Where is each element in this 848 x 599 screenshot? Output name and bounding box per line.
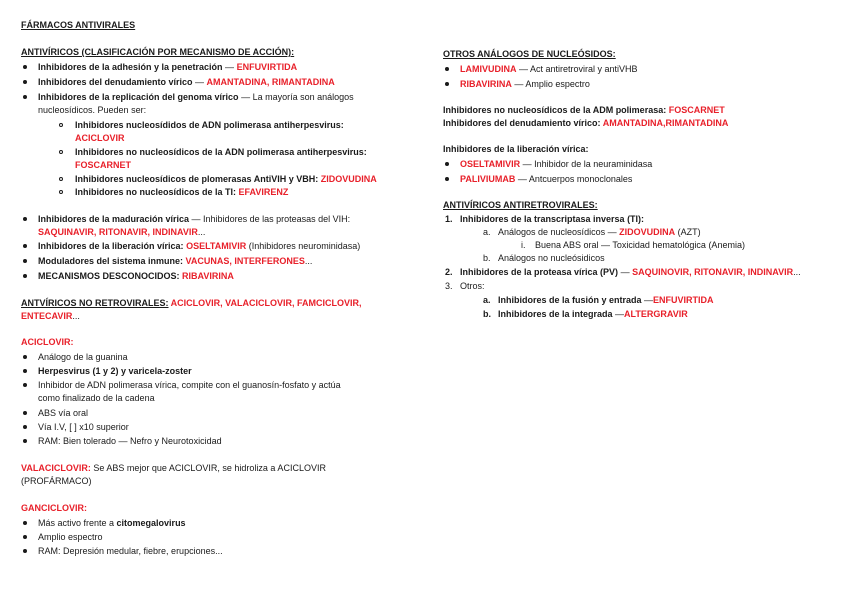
aciclovir-item: Herpesvirus (1 y 2) y varicela-zoster xyxy=(38,366,192,376)
ti-b-item: Análogos no nucleósidicos xyxy=(498,253,605,263)
denudamiento-item: Inhibidores del denudamiento vírico — AMANTADINA, RIMANTADINA xyxy=(38,77,335,87)
bullet xyxy=(445,177,449,181)
maduracion-item-cont: SAQUINAVIR, RITONAVIR, INDINAVIR... xyxy=(38,227,206,237)
paliviumab-item: PALIVIUMAB — Antcuerpos monoclonales xyxy=(460,174,633,184)
oseltamivir-item: OSELTAMIVIR — Inhibidor de la neuraminidasa xyxy=(460,159,653,169)
bullet xyxy=(23,521,27,525)
integrada-item: Inhibidores de la integrada —ALTERGRAVIR xyxy=(498,309,688,319)
lamivudina-item: LAMIVUDINA — Act antiretroviral y antiVHB xyxy=(460,64,638,74)
list-letter: a. xyxy=(483,295,491,305)
maduracion-item: Inhibidores de la maduración vírica — Inhibidores de las proteasas del VIH: xyxy=(38,214,351,224)
rep-sub2-label: Inhibidores no nucleosídicos de la ADN polimerasa antiherpesvirus: xyxy=(75,147,367,157)
aciclovir-item-cont: como finalizado de la cadena xyxy=(38,393,155,403)
list-number: 1. xyxy=(445,214,453,224)
bullet xyxy=(23,95,27,99)
list-letter: b. xyxy=(483,309,491,319)
bullet xyxy=(23,369,27,373)
bullet xyxy=(23,549,27,553)
rep-sub1-drug: ACICLOVIR xyxy=(75,133,125,143)
bullet xyxy=(445,82,449,86)
mechanism-heading: ANTIVÍRICOS (CLASIFICACIÓN POR MECANISMO DE ACCIÓN): xyxy=(21,47,295,57)
bullet xyxy=(23,274,27,278)
bullet xyxy=(23,217,27,221)
bullet xyxy=(23,259,27,263)
list-letter: a. xyxy=(483,227,491,237)
sub-bullet xyxy=(59,150,63,154)
moduladores-item: Moduladores del sistema inmune: VACUNAS, INTERFERONES... xyxy=(38,256,313,266)
denud-line: Inhibidores del denudamiento vírico: AMANTADINA,RIMANTADINA xyxy=(443,118,729,128)
aciclovir-item: Inhibidor de ADN polimerasa vírica, compite con el guanosín-fosfato y actúa xyxy=(38,380,341,390)
liberacion-item: Inhibidores de la liberación vírica: OSELTAMIVIR (Inhibidores neurominidasa) xyxy=(38,241,361,251)
bullet xyxy=(23,80,27,84)
aciclovir-title: ACICLOVIR: xyxy=(21,337,74,347)
bullet xyxy=(23,383,27,387)
pv-item: Inhibidores de la proteasa vírica (PV) — SAQUINOVIR, RITONAVIR, INDINAVIR... xyxy=(460,267,801,277)
rep-sub3-item: Inhibidores nucleosídicos de plomerasas AntiVIH y VBH: ZIDOVUDINA xyxy=(75,174,377,184)
aciclovir-item: Análogo de la guanina xyxy=(38,352,128,362)
ganciclovir-item: RAM: Depresión medular, fiebre, erupciones... xyxy=(38,546,223,556)
ti-a-i-item: Buena ABS oral — Toxicidad hematológica (Anemia) xyxy=(535,240,745,250)
otros-heading: OTROS ANÁLOGOS DE NUCLEÓSIDOS: xyxy=(443,49,616,59)
bullet xyxy=(23,411,27,415)
bullet xyxy=(23,425,27,429)
rep-sub2-drug: FOSCARNET xyxy=(75,160,131,170)
bullet xyxy=(23,65,27,69)
rep-sub4-item: Inhibidores no nucleosídicos de la TI: EFAVIRENZ xyxy=(75,187,289,197)
fusion-item: Inhibidores de la fusión y entrada —ENFUVIRTIDA xyxy=(498,295,714,305)
list-number: 3. xyxy=(445,281,453,291)
adhesion-item: Inhibidores de la adhesión y la penetración — ENFUVIRTIDA xyxy=(38,62,298,72)
bullet xyxy=(445,162,449,166)
list-number: 2. xyxy=(445,267,453,277)
valaciclovir-line-cont: (PROFÁRMACO) xyxy=(21,476,92,486)
liberacion-heading: Inhibidores de la liberación vírica: xyxy=(443,144,589,154)
aciclovir-item: RAM: Bien tolerado — Nefro y Neurotoxicidad xyxy=(38,436,222,446)
aciclovir-item: ABS vía oral xyxy=(38,408,89,418)
list-roman: i. xyxy=(521,240,526,250)
sub-bullet xyxy=(59,190,63,194)
bullet xyxy=(23,535,27,539)
rep-sub1-label: Inhibidores nucleosídidos de ADN polimerasa antiherpesvirus: xyxy=(75,120,344,130)
desconocidos-item: MECANISMOS DESCONOCIDOS: RIBAVIRINA xyxy=(38,271,234,281)
no-retro-heading-cont: ENTECAVIR... xyxy=(21,311,80,321)
bullet xyxy=(23,439,27,443)
no-retro-heading: ANTVÍRICOS NO RETROVIRALES: ACICLOVIR, VALACICLOVIR, FAMCICLOVIR, xyxy=(21,298,362,308)
replicacion-item: Inhibidores de la replicación del genoma vírico — La mayoría son análogos xyxy=(38,92,354,102)
bullet xyxy=(445,67,449,71)
ganciclovir-item: Más activo frente a citomegalovirus xyxy=(38,518,186,528)
aciclovir-item: Vía I.V, [ ] x10 superior xyxy=(38,422,129,432)
ti-a-item: Análogos de nucleosídicos — ZIDOVUDINA (AZT) xyxy=(498,227,701,237)
bullet xyxy=(23,355,27,359)
ganciclovir-item: Amplio espectro xyxy=(38,532,103,542)
ribavirina-item: RIBAVIRINA — Amplio espectro xyxy=(460,79,590,89)
sub-bullet xyxy=(59,123,63,127)
ti-label: Inhibidores de la transcriptasa inversa (TI): xyxy=(460,214,645,224)
document-title: FÁRMACOS ANTIVIRALES xyxy=(21,20,136,30)
otros-item: Otros: xyxy=(460,281,485,291)
replicacion-item-cont: nucleosídicos. Pueden ser: xyxy=(38,105,147,115)
bullet xyxy=(23,244,27,248)
valaciclovir-line: VALACICLOVIR: Se ABS mejor que ACICLOVIR, se hidroliza a ACICLOVIR xyxy=(21,463,326,473)
list-letter: b. xyxy=(483,253,491,263)
ganciclovir-title: GANCICLOVIR: xyxy=(21,503,87,513)
retro-heading: ANTIVÍRICOS ANTIRETROVIRALES: xyxy=(443,200,598,210)
no-nucleo-line: Inhibidores no nucleosídicos de la ADM polimerasa: FOSCARNET xyxy=(443,105,725,115)
sub-bullet xyxy=(59,177,63,181)
